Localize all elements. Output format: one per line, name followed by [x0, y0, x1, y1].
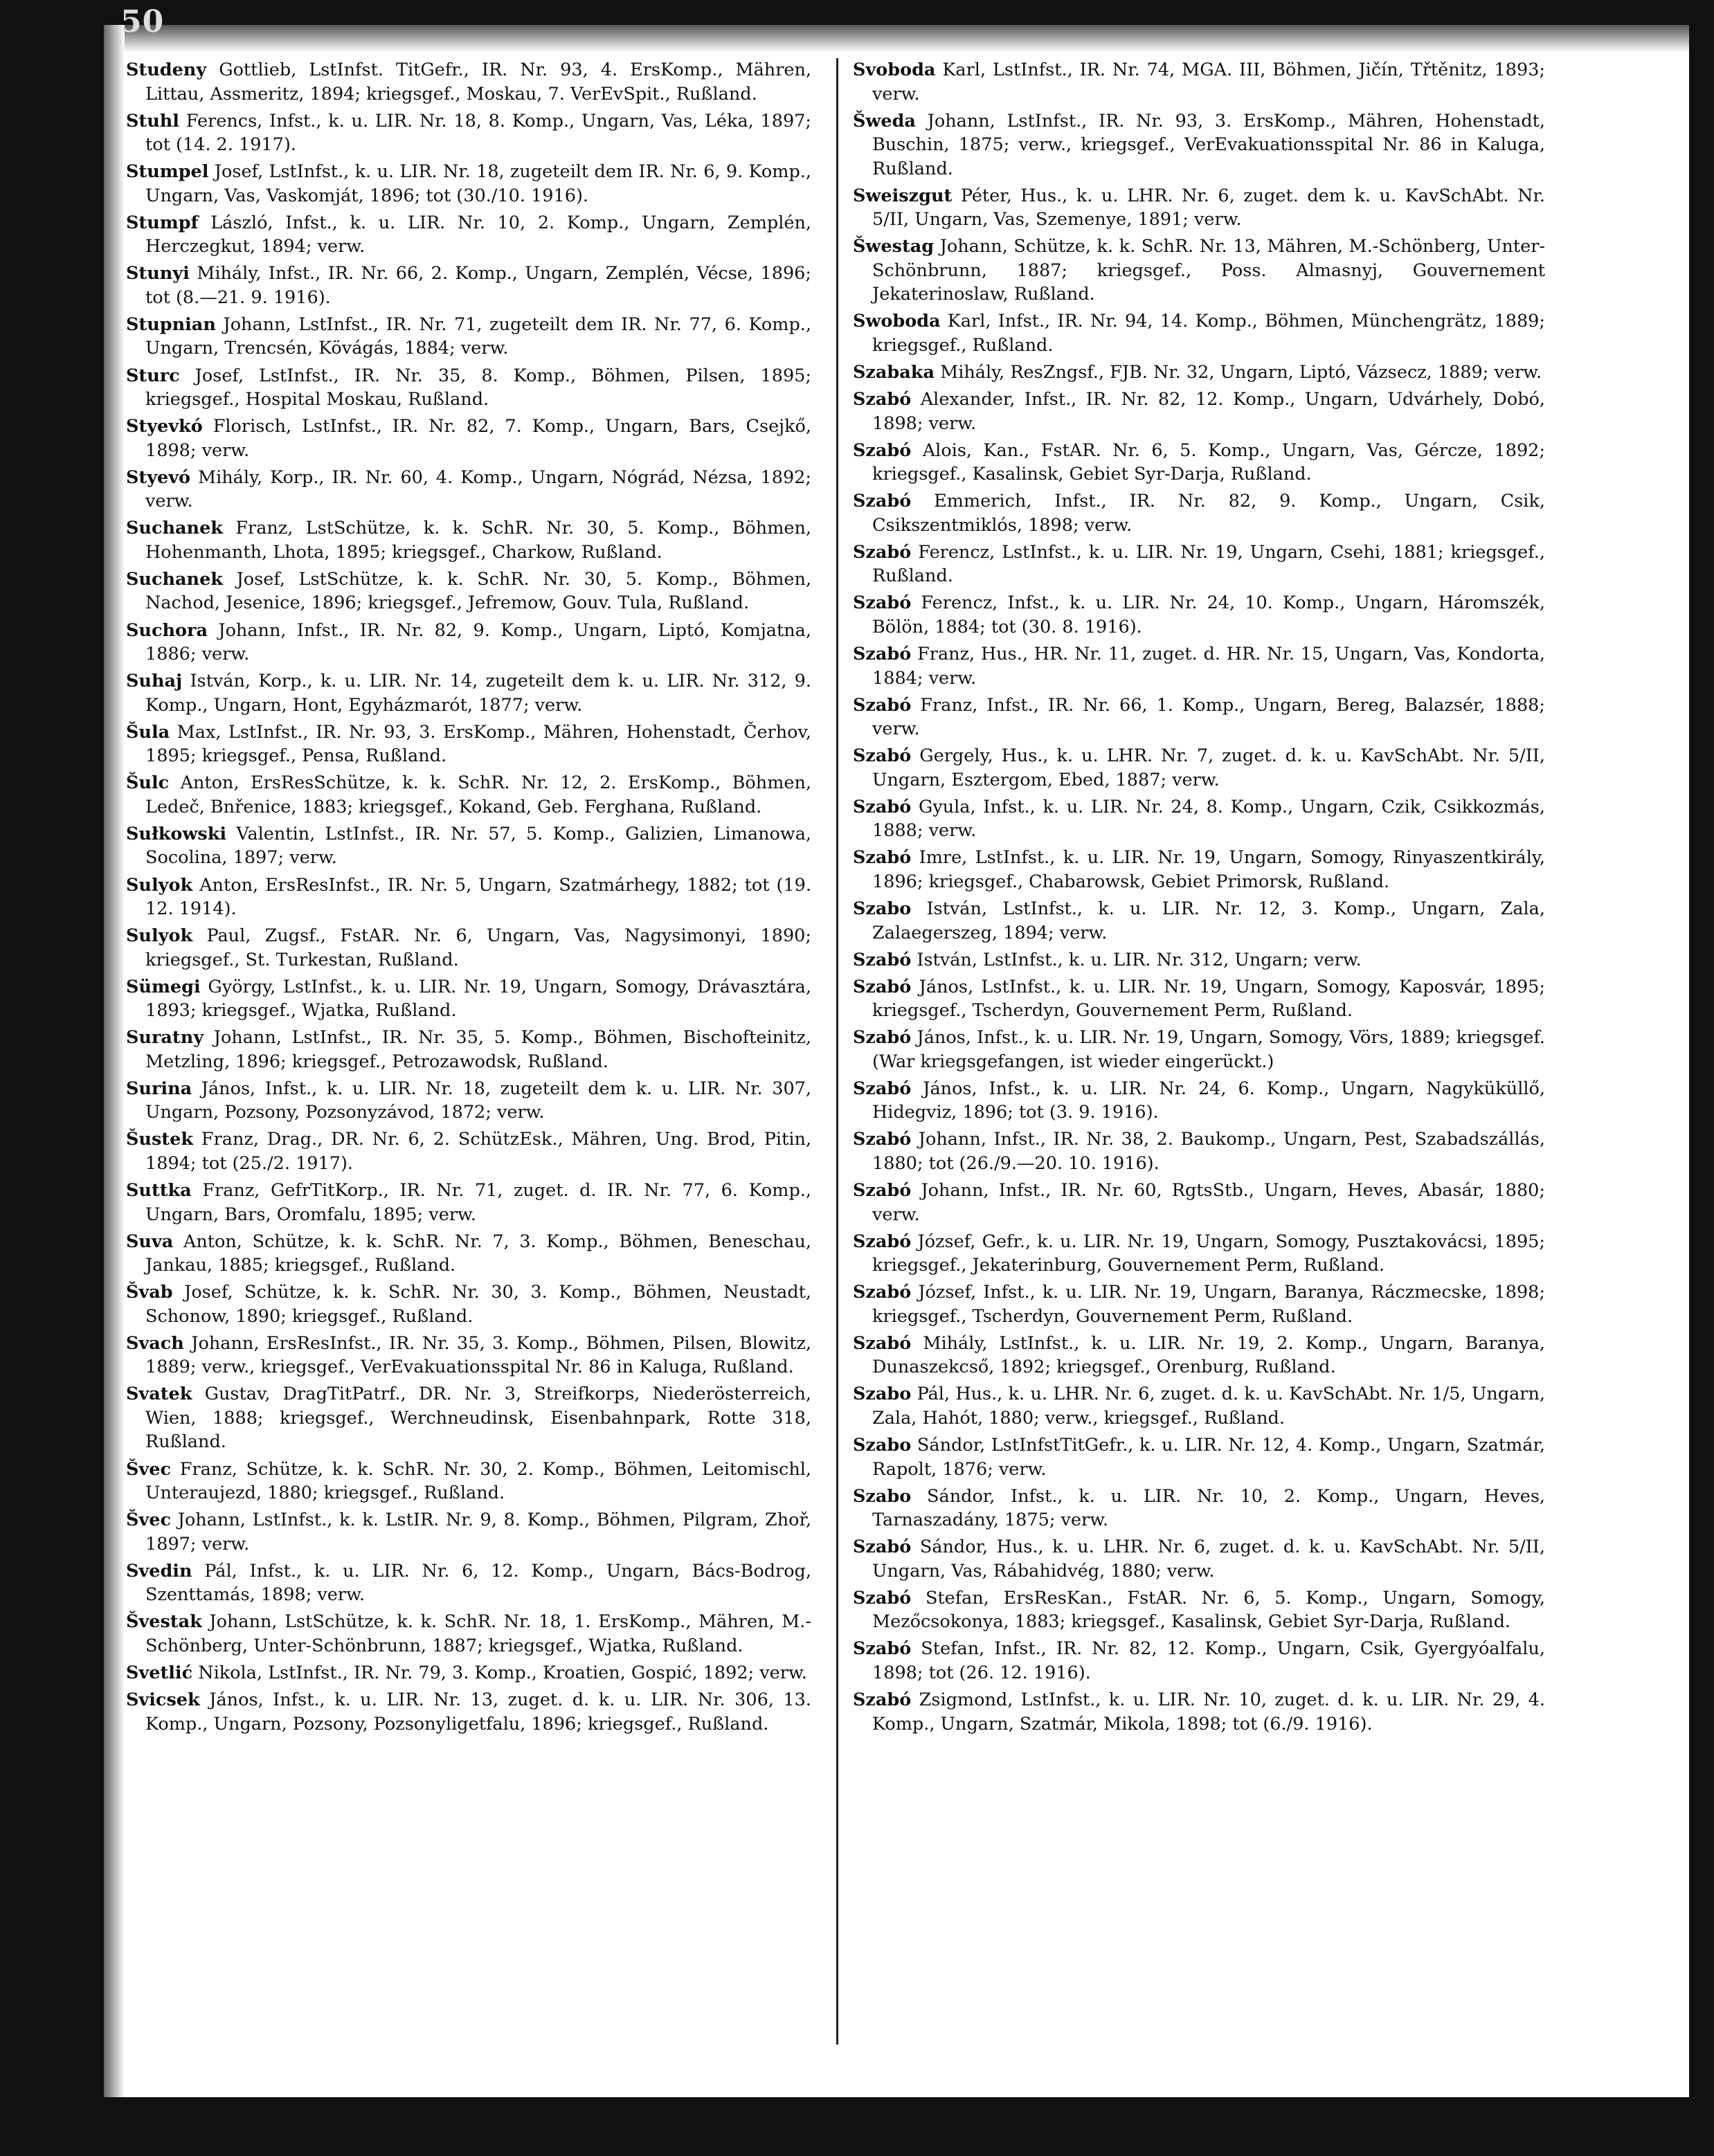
entry-details: Franz, Drag., DR. Nr. 6, 2. SchützEsk., Mähren, Ung. Brod, Pitin, 1894; tot (25./2. 1917).: [145, 1129, 811, 1174]
entry-details: Johann, LstInfst., k. k. LstIR. Nr. 9, 8. Komp., Böhmen, Pilgram, Zhoř, 1897; verw.: [145, 1510, 812, 1555]
entry-surname: Sulyok: [126, 874, 193, 896]
register-entry: [853, 1433, 1545, 1481]
entry-surname: Szabó: [853, 745, 912, 767]
entry-details: Nikola, LstInfst., IR. Nr. 79, 3. Komp., Kroatien, Gospić, 1892; verw.: [198, 1662, 807, 1683]
scan-shadow-top: [104, 25, 1689, 53]
entry-details: Franz, Hus., HR. Nr. 11, zuget. d. HR. Nr. 15, Ungarn, Vas, Kondorta, 1884; verw.: [872, 644, 1546, 689]
entry-details: Mihály, Korp., IR. Nr. 60, 4. Komp., Ungarn, Nógrád, Nézsa, 1892; verw.: [145, 466, 811, 512]
entry-details: Johann, Infst., IR. Nr. 82, 9. Komp., Ungarn, Liptó, Komjatna, 1886; verw.: [145, 619, 811, 665]
register-entry: [853, 948, 1545, 972]
register-entry: [126, 1026, 811, 1074]
register-entry: [853, 1280, 1545, 1328]
register-entry: [126, 1688, 811, 1736]
entry-surname: Suhaj: [126, 671, 183, 692]
register-entry: [853, 744, 1545, 792]
scan-border-left: [0, 0, 104, 2156]
register-entry: [853, 1485, 1545, 1532]
entry-details: János, Infst., k. u. LIR. Nr. 18, zugeteilt dem k. u. LIR. Nr. 307, Ungarn, Pozsony, Pozsonyzávod, 1872; verw.: [145, 1078, 811, 1123]
scan-shadow-left: [104, 25, 125, 2097]
entry-details: Stefan, ErsResKan., FstAR. Nr. 6, 5. Komp., Ungarn, Somogy, Mezőcsokonya, 1883; kriegsgef., Kasalinsk, Gebiet Syr-Darja, Rußland.: [872, 1587, 1545, 1633]
entry-surname: Šwestag: [853, 236, 935, 257]
register-entry: [126, 568, 811, 615]
entry-surname: Svach: [126, 1332, 184, 1354]
entry-details: Johann, Infst., IR. Nr. 38, 2. Baukomp., Ungarn, Pest, Szabadszállás, 1880; tot (26./9.—20. 10. 1916).: [872, 1129, 1546, 1174]
entry-surname: Szabó: [853, 491, 912, 512]
entry-details: Florisch, LstInfst., IR. Nr. 82, 7. Komp., Ungarn, Bars, Csejkő, 1898; verw.: [145, 416, 811, 461]
register-entry: [126, 1508, 811, 1556]
entry-details: Johann, LstSchütze, k. k. SchR. Nr. 18, 1. ErsKomp., Mähren, M.-Schönberg, Unter-Schönbrunn, 1887; kriegsgef., Wjatka, Rußland.: [145, 1611, 811, 1656]
entry-details: Max, LstInfst., IR. Nr. 93, 3. ErsKomp., Mähren, Hohenstadt, Čerhov, 1895; kriegsgef., Pensa, Rußland.: [145, 721, 812, 767]
entry-surname: Suchanek: [126, 568, 223, 590]
register-entry: [853, 184, 1545, 232]
entry-details: Anton, ErsResInfst., IR. Nr. 5, Ungarn, Szatmárhegy, 1882; tot (19. 12. 1914).: [145, 874, 812, 919]
register-entry: [853, 1127, 1545, 1175]
entry-surname: Sümegi: [126, 976, 201, 997]
entry-surname: Szabó: [853, 847, 912, 869]
entry-surname: Szabo: [853, 1485, 912, 1507]
register-entry: [853, 975, 1545, 1023]
entry-details: Josef, LstInfst., IR. Nr. 35, 8. Komp., Böhmen, Pilsen, 1895; kriegsgef., Hospital Moskau, Rußland.: [145, 365, 811, 410]
right-column: [853, 58, 1545, 1739]
register-entry: [126, 771, 811, 819]
entry-surname: Sturc: [126, 365, 180, 386]
register-entry: [126, 364, 811, 412]
entry-surname: Szabó: [853, 644, 912, 665]
entry-surname: Szabó: [853, 1690, 912, 1710]
entry-surname: Švestak: [126, 1611, 202, 1633]
entry-details: János, Infst., k. u. LIR. Nr. 24, 6. Komp., Ungarn, Nagyküküllő, Hidegviz, 1896; tot (3. 9. 1916).: [872, 1078, 1545, 1123]
entry-surname: Szabó: [853, 1129, 912, 1150]
entry-surname: Suva: [126, 1231, 174, 1252]
register-entry: [853, 694, 1545, 741]
entry-details: Mihály, ResZngsf., FJB. Nr. 32, Ungarn, Liptó, Vázsecz, 1889; verw.: [940, 361, 1542, 383]
entry-details: Johann, LstInfst., IR. Nr. 35, 5. Komp., Böhmen, Bischofteinitz, Metzling, 1896; kriegsgef., Petrozawodsk, Rußland.: [145, 1027, 811, 1072]
entry-details: Karl, LstInfst., IR. Nr. 74, MGA. III, Böhmen, Jičín, Třtěnitz, 1893; verw.: [872, 60, 1546, 105]
register-entry: [126, 1382, 811, 1454]
entry-surname: Svatek: [126, 1384, 192, 1405]
entry-details: Franz, Infst., IR. Nr. 66, 1. Komp., Ungarn, Bereg, Balazsér, 1888; verw.: [872, 694, 1545, 740]
entry-surname: Švec: [126, 1458, 171, 1480]
entry-surname: Szabó: [853, 1027, 912, 1049]
register-entry: [853, 846, 1545, 894]
register-entry: [126, 1458, 811, 1505]
entry-details: József, Gefr., k. u. LIR. Nr. 19, Ungarn, Somogy, Pusztakovácsi, 1895; kriegsgef., Jekaterinburg, Gouvernement Perm, Rußland.: [872, 1231, 1545, 1276]
register-entry: [853, 361, 1545, 385]
entry-details: Josef, LstInfst., k. u. LIR. Nr. 18, zugeteilt dem IR. Nr. 6, 9. Komp., Ungarn, Vas, Vaskomját, 1896; tot (30./10. 1916).: [145, 161, 811, 206]
entry-surname: Švec: [126, 1510, 171, 1531]
entry-details: Alexander, Infst., IR. Nr. 82, 12. Komp., Ungarn, Udvárhely, Dobó, 1898; verw.: [872, 389, 1545, 434]
register-entry: [126, 415, 811, 462]
entry-surname: Szabó: [853, 694, 912, 716]
entry-details: Pál, Hus., k. u. LHR. Nr. 6, zuget. d. k. u. KavSchAbt. Nr. 1/5, Ungarn, Zala, Hahót, 1880; verw., kriegsgef., Rußland.: [872, 1384, 1545, 1429]
entry-surname: Szabo: [853, 1384, 912, 1405]
entry-details: Karl, Infst., IR. Nr. 94, 14. Komp., Böhmen, Münchengrätz, 1889; kriegsgef., Rußland.: [872, 311, 1545, 356]
register-entry: [853, 1382, 1545, 1430]
entry-surname: Szabo: [853, 1435, 912, 1456]
entry-surname: Sułkowski: [126, 823, 227, 844]
entry-details: Anton, ErsResSchütze, k. k. SchR. Nr. 12, 2. ErsKomp., Böhmen, Ledeč, Bnřenice, 1883; kriegsgef., Kokand, Geb. Ferghana, Rußland.: [145, 772, 811, 817]
entry-details: György, LstInfst., k. u. LIR. Nr. 19, Ungarn, Somogy, Drávasztára, 1893; kriegsgef., Wjatka, Rußland.: [145, 976, 811, 1022]
register-entry: [853, 1230, 1545, 1278]
entry-details: Péter, Hus., k. u. LHR. Nr. 6, zuget. dem k. u. KavSchAbt. Nr. 5/II, Ungarn, Vas, Szemenye, 1891; verw.: [872, 185, 1545, 230]
register-entry: [126, 669, 811, 717]
entry-surname: Szabaka: [853, 361, 935, 383]
entry-surname: Szabó: [853, 440, 912, 461]
entry-details: Ferencz, LstInfst., k. u. LIR. Nr. 19, Ungarn, Csehi, 1881; kriegsgef., Rußland.: [872, 541, 1546, 587]
entry-surname: Šustek: [126, 1129, 193, 1150]
entry-details: Franz, Schütze, k. k. SchR. Nr. 30, 2. Komp., Böhmen, Leitomischl, Unteraujezd, 1880; kriegsgef., Rußland.: [145, 1458, 812, 1504]
entry-surname: Šulc: [126, 772, 170, 794]
register-entry: [853, 109, 1545, 181]
entry-details: Franz, GefrTitKorp., IR. Nr. 71, zuget. d. IR. Nr. 77, 6. Komp., Ungarn, Bars, Oromfalu, 1895; verw.: [145, 1180, 812, 1225]
entry-surname: Stumpel: [126, 161, 209, 183]
entry-surname: Suchanek: [126, 518, 223, 539]
register-entry: [853, 1077, 1545, 1125]
entry-details: Ferencz, Infst., k. u. LIR. Nr. 24, 10. Komp., Ungarn, Háromszék, Bölön, 1884; tot (30. 8. 1916).: [872, 592, 1546, 637]
register-entry: [126, 109, 811, 157]
register-entry: [853, 235, 1545, 307]
register-entry: [126, 160, 811, 208]
entry-details: Ferencs, Infst., k. u. LIR. Nr. 18, 8. Komp., Ungarn, Vas, Léka, 1897; tot (14. 2. 1917).: [145, 110, 812, 156]
entry-details: Gustav, DragTitPatrf., DR. Nr. 3, Streifkorps, Niederösterreich, Wien, 1888; kriegsgef., Werchneudinsk, Eisenbahnpark, Rotte 318, Rußland.: [145, 1384, 811, 1453]
scan-border-top: [0, 0, 1714, 25]
entry-details: János, Infst., k. u. LIR. Nr. 13, zuget. d. k. u. LIR. Nr. 306, 13. Komp., Ungarn, Pozsony, Pozsonyligetfalu, 1896; kriegsgef., Rußland.: [145, 1690, 812, 1734]
entry-details: Mihály, LstInfst., k. u. LIR. Nr. 19, 2. Komp., Ungarn, Baranya, Dunaszekcső, 1892; kriegsgef., Orenburg, Rußland.: [872, 1332, 1545, 1378]
entry-details: László, Infst., k. u. LIR. Nr. 10, 2. Komp., Ungarn, Zemplén, Herczegkut, 1894; verw.: [145, 212, 812, 257]
entry-details: Johann, LstInfst., IR. Nr. 93, 3. ErsKomp., Mähren, Hohenstadt, Buschin, 1875; verw., kriegsgef., VerEvakuationsspital Nr. 86 in Kaluga, Rußland.: [872, 110, 1545, 179]
column-divider: [836, 58, 838, 2045]
entry-surname: Suttka: [126, 1180, 192, 1202]
entry-surname: Szabó: [853, 592, 912, 614]
register-entry: [853, 1332, 1545, 1379]
register-entry: [853, 1637, 1545, 1685]
entry-surname: Studeny: [126, 60, 207, 80]
entry-surname: Svicsek: [126, 1690, 200, 1710]
entry-details: Gyula, Infst., k. u. LIR. Nr. 24, 8. Komp., Ungarn, Czik, Csikkozmás, 1888; verw.: [872, 796, 1545, 842]
entry-surname: Szabó: [853, 1231, 912, 1252]
entry-details: Sándor, Hus., k. u. LHR. Nr. 6, zuget. d. k. u. KavSchAbt. Nr. 5/II, Ungarn, Vas, Rábahidvég, 1880; verw.: [872, 1537, 1545, 1582]
entry-details: Mihály, Infst., IR. Nr. 66, 2. Komp., Ungarn, Zemplén, Vécse, 1896; tot (8.—21. 9. 1916).: [145, 263, 811, 308]
register-entry: [126, 1559, 811, 1607]
scan-border-right: [1689, 0, 1714, 2156]
entry-details: Sándor, Infst., k. u. LIR. Nr. 10, 2. Komp., Ungarn, Heves, Tarnaszadány, 1875; verw.: [872, 1485, 1546, 1531]
scan-border-bottom: [0, 2097, 1714, 2156]
entry-details: Gergely, Hus., k. u. LHR. Nr. 7, zuget. d. k. u. KavSchAbt. Nr. 5/II, Ungarn, Esztergom, Ebed, 1887; verw.: [872, 745, 1545, 790]
entry-surname: Surina: [126, 1078, 192, 1099]
register-entry: [126, 619, 811, 667]
entry-details: Paul, Zugsf., FstAR. Nr. 6, Ungarn, Vas, Nagysimonyi, 1890; kriegsgef., St. Turkestan, Rußland.: [145, 925, 811, 970]
entry-details: Gottlieb, LstInfst. TitGefr., IR. Nr. 93, 4. ErsKomp., Mähren, Littau, Assmeritz, 1894; kriegsgef., Moskau, 7. VerEvSpit., Rußland.: [145, 60, 812, 105]
entry-surname: Stunyi: [126, 263, 190, 284]
register-entry: [126, 1332, 811, 1379]
entry-surname: Szabó: [853, 796, 912, 817]
entry-surname: Szabo: [853, 898, 912, 919]
entry-surname: Szabó: [853, 541, 912, 563]
register-entry: [126, 721, 811, 768]
register-entry: [126, 873, 811, 921]
register-entry: [126, 211, 811, 259]
register-entry: [853, 1026, 1545, 1074]
entry-details: István, LstInfst., k. u. LIR. Nr. 312, Ungarn; verw.: [917, 949, 1362, 970]
entry-details: János, LstInfst., k. u. LIR. Nr. 19, Ungarn, Somogy, Kaposvár, 1895; kriegsgef., Tscherdyn, Gouvernement Perm, Rußland.: [872, 976, 1545, 1022]
register-entry: [126, 313, 811, 361]
register-entry: [853, 897, 1545, 945]
entry-surname: Svedin: [126, 1560, 192, 1582]
register-entry: [853, 439, 1545, 487]
entry-details: Johann, Infst., IR. Nr. 60, RgtsStb., Ungarn, Heves, Abasár, 1880; verw.: [872, 1180, 1545, 1225]
entry-surname: Szabó: [853, 1587, 912, 1609]
entry-details: Imre, LstInfst., k. u. LIR. Nr. 19, Ungarn, Somogy, Rinyaszentkirály, 1896; kriegsgef., Chabarowsk, Gebiet Primorsk, Rußland.: [872, 847, 1545, 892]
entry-details: Johann, ErsResInfst., IR. Nr. 35, 3. Komp., Böhmen, Pilsen, Blowitz, 1889; verw., kriegsgef., VerEvakuationsspital Nr. 86 in Kaluga, Rußland.: [145, 1332, 812, 1378]
entry-details: Anton, Schütze, k. k. SchR. Nr. 7, 3. Komp., Böhmen, Beneschau, Jankau, 1885; kriegsgef., Rußland.: [145, 1231, 811, 1276]
entry-surname: Szabó: [853, 949, 912, 970]
entry-surname: Styevkó: [126, 416, 203, 437]
register-entry: [126, 262, 811, 309]
register-entry: [126, 1610, 811, 1658]
entry-details: József, Infst., k. u. LIR. Nr. 19, Ungarn, Baranya, Ráczmecske, 1898; kriegsgef., Tscherdyn, Gouvernement Perm, Rußland.: [872, 1282, 1545, 1327]
register-entry: [853, 1688, 1545, 1736]
entry-surname: Stumpf: [126, 212, 199, 233]
entry-details: István, Korp., k. u. LIR. Nr. 14, zugeteilt dem k. u. LIR. Nr. 312, 9. Komp., Ungarn, Hont, Egyházmarót, 1877; verw.: [145, 671, 811, 716]
entry-details: Valentin, LstInfst., IR. Nr. 57, 5. Komp., Galizien, Limanowa, Socolina, 1897; verw.: [145, 823, 812, 869]
register-entry: [853, 642, 1545, 690]
entry-details: János, Infst., k. u. LIR. Nr. 19, Ungarn, Somogy, Vörs, 1889; kriegsgef. (War kriegsgefangen, ist wieder eingerückt.): [872, 1027, 1545, 1072]
register-entry: [853, 388, 1545, 435]
register-entry: [853, 795, 1545, 843]
register-entry: [126, 1661, 811, 1685]
entry-details: Emmerich, Infst., IR. Nr. 82, 9. Komp., Ungarn, Csik, Csikszentmiklós, 1898; verw.: [872, 491, 1546, 536]
register-entry: [126, 1077, 811, 1125]
entry-surname: Šweda: [853, 110, 916, 132]
entry-details: Stefan, Infst., IR. Nr. 82, 12. Komp., Ungarn, Csik, Gyergyóalfalu, 1898; tot (26. 12. 1916).: [872, 1638, 1545, 1683]
entry-surname: Šula: [126, 721, 170, 743]
entry-details: Josef, LstSchütze, k. k. SchR. Nr. 30, 5. Komp., Böhmen, Nachod, Jesenice, 1896; kriegsgef., Jefremow, Gouv. Tula, Rußland.: [145, 568, 811, 614]
register-entry: [853, 1535, 1545, 1583]
entry-details: Johann, LstInfst., IR. Nr. 71, zugeteilt dem IR. Nr. 77, 6. Komp., Ungarn, Trencsén, Kövágás, 1884; verw.: [145, 314, 811, 359]
register-entry: [853, 541, 1545, 588]
entry-surname: Stupnian: [126, 314, 216, 335]
entry-surname: Sweiszgut: [853, 185, 953, 206]
entry-details: Sándor, LstInfstTitGefr., k. u. LIR. Nr. 12, 4. Komp., Ungarn, Szatmár, Rapolt, 1876; verw.: [872, 1435, 1545, 1480]
entry-details: Franz, LstSchütze, k. k. SchR. Nr. 30, 5. Komp., Böhmen, Hohenmanth, Lhota, 1895; kriegsgef., Charkow, Rußland.: [145, 518, 811, 563]
register-entry: [126, 466, 811, 514]
entry-surname: Szabó: [853, 1332, 912, 1354]
entry-details: Pál, Infst., k. u. LIR. Nr. 6, 12. Komp., Ungarn, Bács-Bodrog, Szenttamás, 1898; verw.: [145, 1560, 811, 1606]
entry-surname: Szabó: [853, 389, 912, 410]
page-number: 50: [120, 4, 165, 39]
entry-details: Josef, Schütze, k. k. SchR. Nr. 30, 3. Komp., Böhmen, Neustadt, Schonow, 1890; kriegsgef., Rußland.: [145, 1282, 811, 1327]
entry-surname: Styevó: [126, 466, 191, 488]
entry-surname: Szabó: [853, 1078, 912, 1099]
entry-surname: Szabó: [853, 1180, 912, 1202]
entry-surname: Szabó: [853, 1537, 912, 1558]
register-entry: [126, 822, 811, 870]
entry-surname: Szabó: [853, 1282, 912, 1303]
register-entry: [126, 975, 811, 1023]
register-entry: [126, 516, 811, 564]
register-entry: [853, 58, 1545, 106]
entry-surname: Svoboda: [853, 60, 936, 80]
entry-details: Alois, Kan., FstAR. Nr. 6, 5. Komp., Ungarn, Vas, Gércze, 1892; kriegsgef., Kasalinsk, Gebiet Syr-Darja, Rußland.: [872, 440, 1545, 485]
entry-surname: Swoboda: [853, 311, 941, 332]
entry-details: István, LstInfst., k. u. LIR. Nr. 12, 3. Komp., Ungarn, Zala, Zalaegerszeg, 1894; verw.: [872, 898, 1545, 943]
left-column: [126, 58, 811, 1739]
entry-details: Johann, Schütze, k. k. SchR. Nr. 13, Mähren, M.-Schönberg, Unter-Schönbrunn, 1887; kriegsgef., Poss. Almasnyj, Gouvernement Jekaterinoslaw, Rußland.: [872, 236, 1545, 305]
entry-surname: Suratny: [126, 1027, 204, 1049]
entry-surname: Suchora: [126, 619, 208, 641]
register-entry: [853, 1586, 1545, 1634]
register-entry: [126, 1179, 811, 1226]
entry-surname: Sulyok: [126, 925, 193, 947]
register-entry: [853, 489, 1545, 537]
register-entry: [126, 1127, 811, 1175]
register-entry: [126, 1280, 811, 1328]
register-entry: [853, 1179, 1545, 1226]
register-entry: [126, 924, 811, 972]
register-entry: [853, 309, 1545, 357]
entry-details: Zsigmond, LstInfst., k. u. LIR. Nr. 10, zuget. d. k. u. LIR. Nr. 29, 4. Komp., Ungarn, Szatmár, Mikola, 1898; tot (6./9. 1916).: [872, 1690, 1546, 1734]
entry-surname: Švab: [126, 1282, 173, 1303]
entry-surname: Stuhl: [126, 110, 179, 132]
entry-surname: Szabó: [853, 976, 912, 997]
register-entry: [126, 58, 811, 106]
entry-surname: Szabó: [853, 1638, 912, 1660]
entry-surname: Svetlić: [126, 1662, 193, 1683]
register-entry: [126, 1230, 811, 1278]
register-entry: [853, 591, 1545, 639]
